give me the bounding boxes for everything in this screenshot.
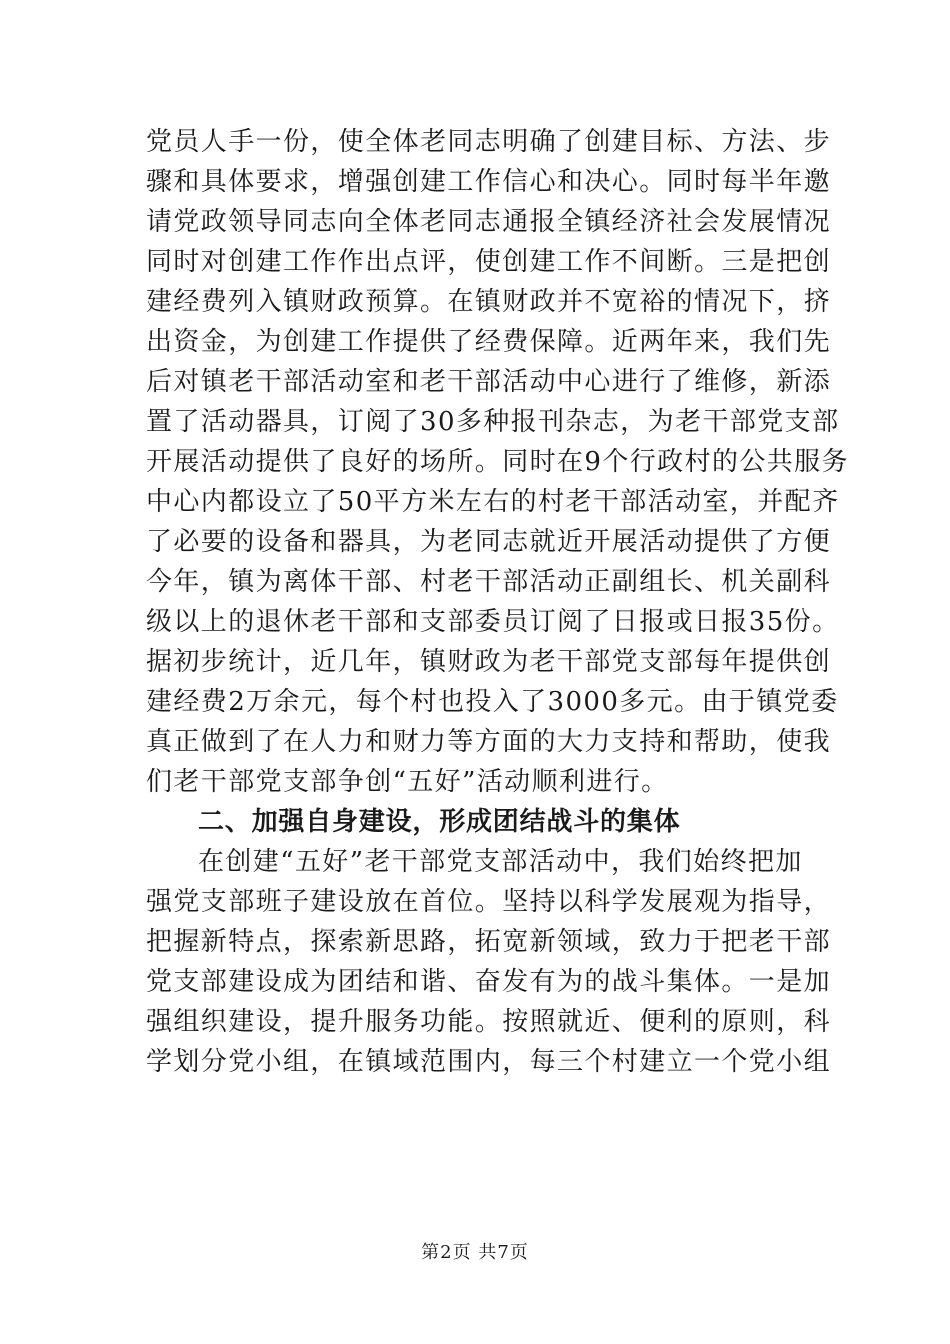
body-line: 党支部建设成为团结和谐、奋发有为的战斗集体。一是加: [146, 967, 832, 997]
body-line: 级以上的退休老干部和支部委员订阅了日报或日报35份。: [146, 607, 840, 637]
body-line: 骤和具体要求，增强创建工作信心和决心。同时每半年邀: [146, 167, 832, 197]
body-line: 们老干部党支部争创“五好”活动顺利进行。: [146, 767, 669, 797]
body-line: 学划分党小组，在镇域范围内，每三个村建立一个党小组: [146, 1047, 832, 1077]
body-line: 据初步统计，近几年，镇财政为老干部党支部每年提供创: [146, 647, 832, 677]
body-line: 出资金，为创建工作提供了经费保障。近两年来，我们先: [146, 327, 832, 357]
body-line: 把握新特点，探索新思路，拓宽新领域，致力于把老干部: [146, 927, 832, 957]
body-line: 置了活动器具，订阅了30多种报刊杂志，为老干部党支部: [146, 407, 840, 437]
page-number-footer: 第2页 共7页: [421, 1242, 529, 1263]
body-line: 今年，镇为离体干部、村老干部活动正副组长、机关副科: [146, 567, 832, 597]
body-line: 强党支部班子建设放在首位。坚持以科学发展观为指导，: [146, 887, 832, 917]
body-line: 后对镇老干部活动室和老干部活动中心进行了维修，新添: [146, 367, 832, 397]
body-line: 中心内都设立了50平方米左右的村老干部活动室，并配齐: [146, 487, 840, 517]
document-body: [146, 122, 849, 1082]
body-line: 开展活动提供了良好的场所。同时在9个行政村的公共服务: [146, 447, 849, 477]
body-line: 请党政领导同志向全体老同志通报全镇经济社会发展情况: [146, 207, 832, 237]
body-line: 建经费2万余元，每个村也投入了3000多元。由于镇党委: [146, 687, 839, 717]
body-line: 强组织建设，提升服务功能。按照就近、便利的原则，科: [146, 1007, 832, 1037]
body-line: 同时对创建工作作出点评，使创建工作不间断。三是把创: [146, 247, 832, 277]
body-line: 建经费列入镇财政预算。在镇财政并不宽裕的情况下，挤: [146, 287, 832, 317]
body-line: 在创建“五好”老干部党支部活动中，我们始终把加: [198, 847, 803, 877]
body-line: 党员人手一份，使全体老同志明确了创建目标、方法、步: [146, 127, 832, 157]
body-line: 真正做到了在人力和财力等方面的大力支持和帮助，使我: [146, 727, 832, 757]
body-line: 了必要的设备和器具，为老同志就近开展活动提供了方便: [146, 527, 832, 557]
section-heading: 二、加强自身建设，形成团结战斗的集体: [198, 807, 681, 837]
